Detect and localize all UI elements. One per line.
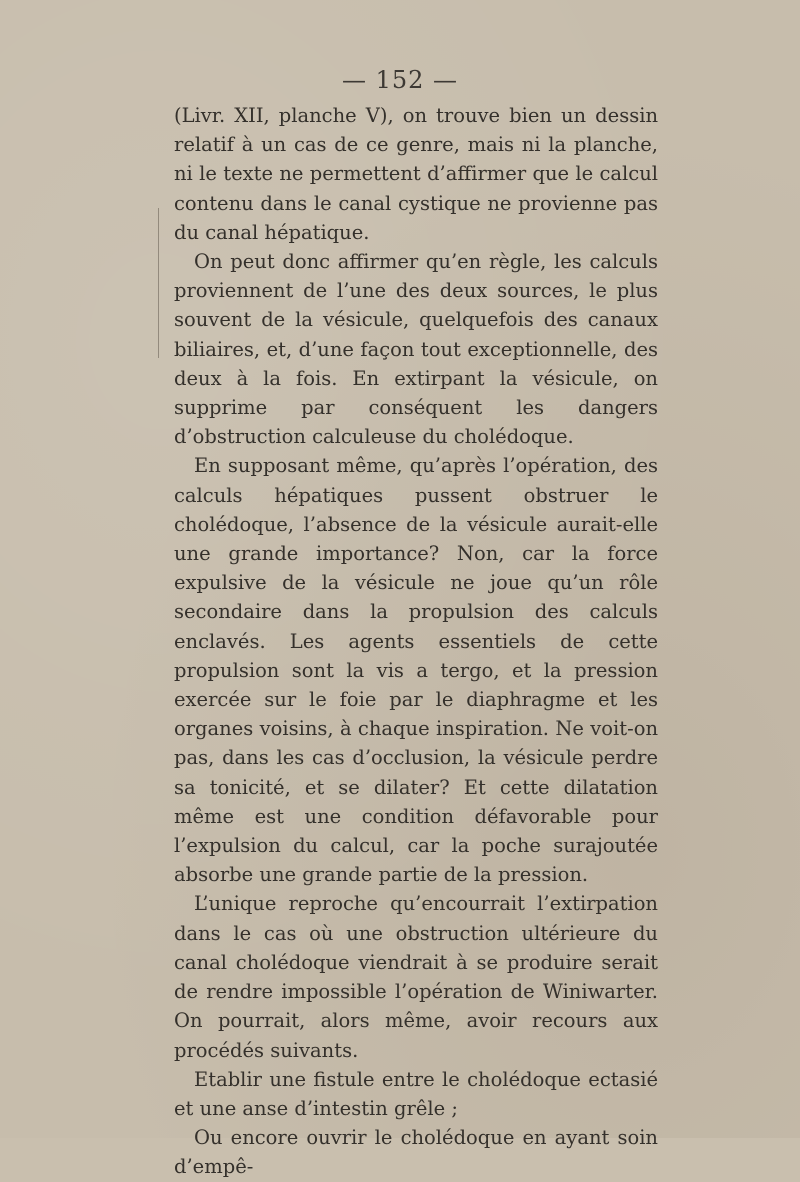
paragraph-3: En supposant même, qu’après l’opération, des calculs hépatiques pussent obstruer le cholédoque, l’absence de la vésicule aurait-elle une grande importance? Non, car la force expulsive de la vésicule ne joue qu’un rôle secondaire dans la propulsion des calculs enclavés. Les agents essentiels de cette propulsion sont la vis a tergo, et la pression exercée sur le foie par le diaphragme et les organes voisins, à chaque inspiration. Ne voit-on pas, dans les cas d’occlusion, la vésicule perdre sa tonicité, et se dilater? Et cette dilatation même est une condition défavorable pour l’expulsion du calcul, car la poche surajoutée absorbe une grande partie de la pression. xyxy=(174,454,658,887)
margin-rule xyxy=(158,208,159,358)
paragraph-6: Ou encore ouvrir le cholédoque en ayant soin d’empê- xyxy=(174,1126,658,1179)
paragraph-2: On peut donc affirmer qu’en règle, les calculs proviennent de l’une des deux sources, le plus souvent de la vésicule, quelquefois des canaux biliaires, et, d’une façon tout exceptionnelle, des deux à la fois. En extirpant la vésicule, on supprime par conséquent les dangers d’obstruction calculeuse du cholédoque. xyxy=(174,250,658,449)
page-number: — 152 — xyxy=(341,66,459,94)
paragraph-4: L’unique reproche qu’encourrait l’extirpation dans le cas où une obstruction ultérieure du canal cholédoque viendrait à se produire serait de rendre impossible l’opération de Winiwarter. On pourrait, alors même, avoir recours aux procédés suivants. xyxy=(174,892,658,1062)
paragraph-1: (Livr. XII, planche V), on trouve bien un dessin relatif à un cas de ce genre, mais ni la planche, ni le texte ne permettent d’affirmer que le calcul contenu dans le canal cystique ne provienne pas du canal hépatique. xyxy=(174,104,658,244)
paragraph-5: Etablir une fistule entre le cholédoque ectasié et une anse d’intestin grêle ; xyxy=(174,1067,658,1120)
body-text xyxy=(174,101,658,1182)
